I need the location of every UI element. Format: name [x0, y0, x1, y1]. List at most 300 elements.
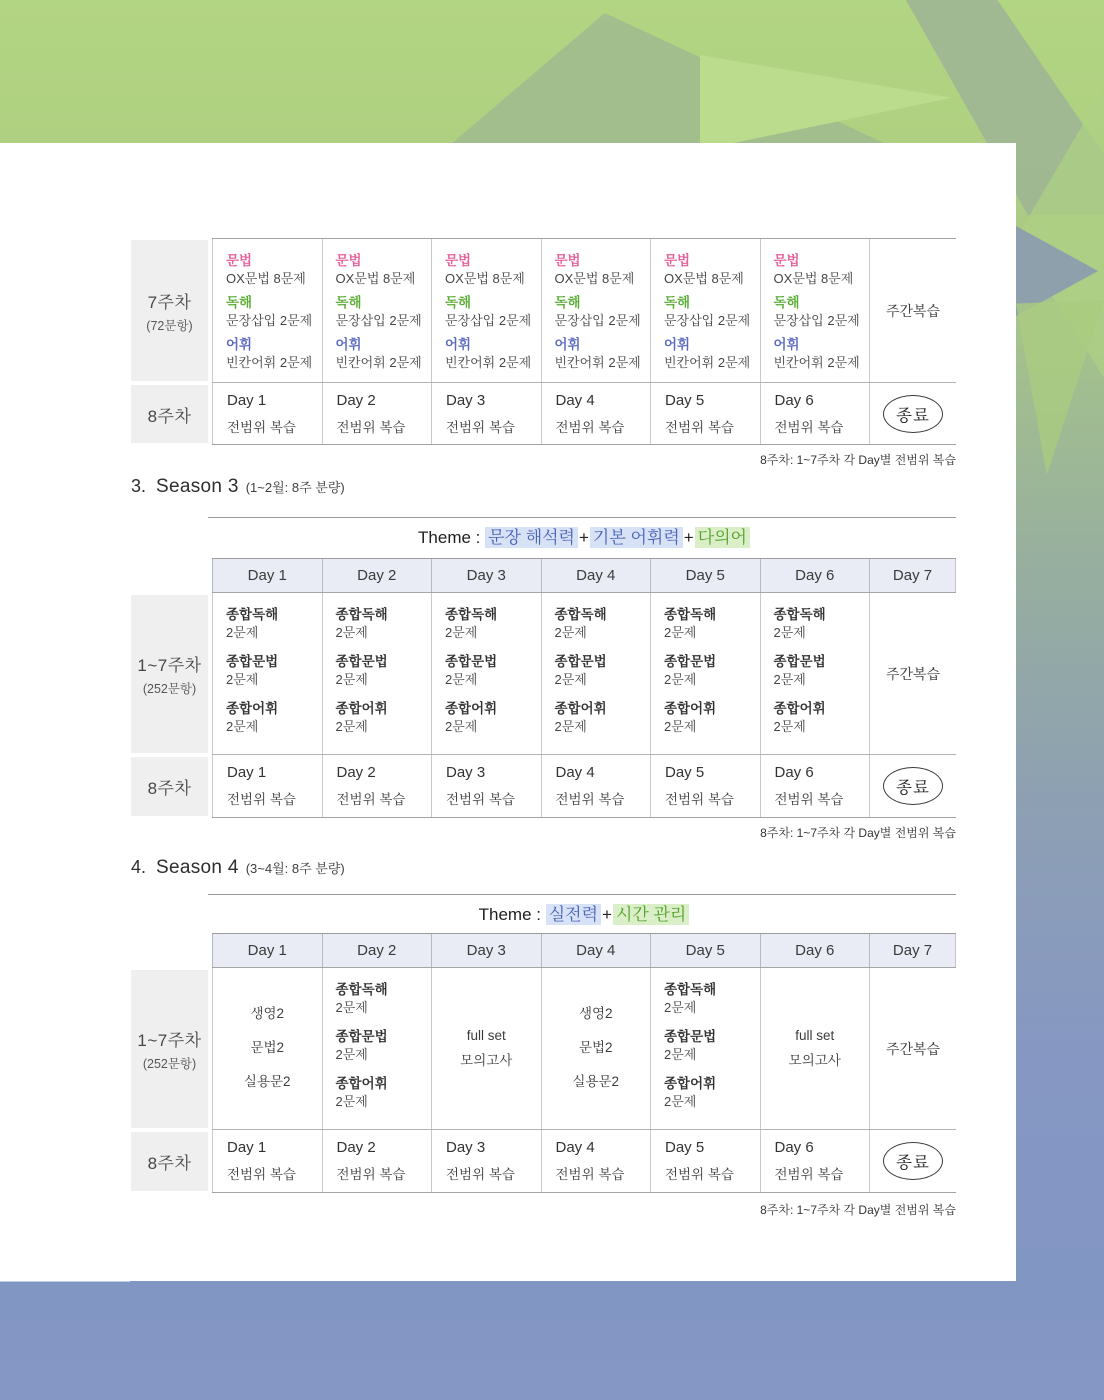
task-line: 모의고사: [460, 1052, 513, 1068]
task-amount: 2문제: [554, 671, 587, 687]
review-day-task: 전범위 복습: [227, 792, 296, 807]
end-badge: 종료: [883, 767, 943, 805]
task-category: 종합어휘: [335, 1075, 388, 1091]
triangle-decoration: [1016, 226, 1098, 316]
task-amount: 2문제: [226, 671, 259, 687]
review-day-number: Day 3: [446, 764, 486, 781]
task-group: [445, 700, 537, 735]
theme-plus: +: [602, 905, 612, 924]
theme-plus: +: [578, 528, 589, 547]
weekly-review-cell: [869, 239, 956, 382]
task-group: [555, 294, 647, 329]
task-category: 종합문법: [335, 653, 388, 669]
review-row: [131, 755, 956, 818]
day-cell: [212, 239, 322, 382]
task-category: 종합문법: [664, 1028, 717, 1044]
day-cell: [760, 593, 870, 754]
task-category: 문법: [445, 253, 472, 268]
task-amount: 2문제: [335, 671, 368, 687]
task-group: [555, 252, 647, 287]
day-cell: [541, 968, 651, 1129]
task-line: 문법2: [250, 1040, 285, 1056]
task-category: 종합독해: [226, 607, 279, 622]
task-category: 문법: [226, 253, 253, 268]
week-row: [131, 238, 956, 383]
task-category: 종합어휘: [664, 1075, 717, 1091]
task-category: 종합문법: [664, 653, 717, 669]
day-cell: [212, 593, 322, 754]
task-amount: 2문제: [773, 718, 806, 734]
review-day-cell: [431, 755, 541, 817]
theme-plus: +: [683, 528, 694, 547]
season3-schedule-table: [131, 558, 956, 818]
day-cell: [650, 239, 760, 382]
task-line: 생영2: [578, 1006, 613, 1022]
task-amount: OX문법 8문제: [226, 270, 306, 286]
season4-theme: [212, 900, 956, 925]
review-day-task: 전범위 복습: [446, 1167, 515, 1182]
task-group: [226, 700, 318, 735]
task-group: [664, 981, 756, 1016]
day-cell: [541, 593, 651, 754]
task-amount: 문장삽입 2문제: [664, 312, 751, 328]
season3-title: Season 3: [156, 476, 239, 497]
schedule-table-weeks-7-8: [131, 238, 956, 445]
task-amount: 2문제: [773, 624, 806, 640]
task-category: 어휘: [554, 336, 581, 352]
task-group: [445, 294, 537, 329]
task-category: 종합문법: [226, 653, 279, 669]
season3-number: 3.: [131, 476, 147, 496]
task-amount: 2문제: [664, 1093, 697, 1109]
task-group: [555, 336, 647, 371]
task-category: 종합독해: [335, 982, 388, 997]
task-group: [445, 336, 537, 371]
task-category: 종합어휘: [335, 700, 388, 716]
task-group: [555, 700, 647, 735]
week-cells: [212, 593, 956, 755]
task-group: [336, 700, 428, 735]
weekly-review-label: 주간복습: [885, 665, 941, 682]
day-header: Day 6: [760, 934, 870, 967]
task-category: 문법: [773, 253, 800, 268]
triangle-decoration: [1016, 88, 1104, 378]
task-group: [336, 1075, 428, 1110]
end-badge: 종료: [883, 395, 943, 433]
review-day-number: Day 4: [555, 1139, 595, 1156]
task-category: 종합어휘: [445, 700, 498, 716]
day-header: Day 3: [431, 559, 541, 592]
review-day-cell: [541, 383, 651, 444]
theme-keyword: 시간 관리: [613, 904, 689, 925]
day-cell: [322, 968, 432, 1129]
day-cell: [431, 593, 541, 754]
day-header: Day 2: [322, 934, 432, 967]
review-day-task: 전범위 복습: [555, 1167, 625, 1182]
review-day-number: Day 1: [227, 764, 267, 781]
task-amount: 문장삽입 2문제: [445, 312, 532, 328]
header-cells: [212, 558, 956, 593]
task-group: [226, 606, 318, 641]
review-day-task: 전범위 복습: [555, 792, 625, 807]
task-category: 종합문법: [773, 653, 826, 669]
task-amount: OX문법 8문제: [554, 270, 635, 286]
review-label: [131, 385, 208, 443]
weekly-review-cell: [869, 968, 956, 1129]
task-category: 종합독해: [335, 607, 388, 622]
task-category: 어휘: [226, 336, 253, 352]
week-row: [131, 593, 956, 755]
task-amount: 2문제: [664, 624, 697, 640]
task-group: [226, 294, 318, 329]
task-amount: 2문제: [554, 624, 587, 640]
task-category: 문법: [664, 253, 691, 268]
review-day-number: Day 6: [774, 764, 814, 781]
task-line: 생영2: [250, 1006, 285, 1022]
review-row: [131, 383, 956, 445]
week-label: [131, 970, 208, 1128]
task-amount: 2문제: [335, 1046, 368, 1062]
task-group: [664, 653, 756, 688]
review-day-task: 전범위 복습: [446, 792, 515, 807]
task-group: [774, 294, 866, 329]
review-day-cell: [212, 1130, 322, 1192]
review-day-task: 전범위 복습: [446, 419, 515, 435]
task-group: [664, 336, 756, 371]
review-day-cell: [212, 755, 322, 817]
review-label-text: 8주차: [147, 1154, 192, 1173]
task-group: [664, 606, 756, 641]
task-amount: 2문제: [664, 1046, 697, 1062]
day-header: Day 1: [212, 934, 322, 967]
task-group: [555, 606, 647, 641]
review-cells: [212, 755, 956, 818]
task-group: [664, 1075, 756, 1110]
task-group: [664, 252, 756, 287]
review-day-task: 전범위 복습: [227, 1167, 296, 1182]
review-day-cell: [760, 755, 870, 817]
theme-label: Theme :: [478, 905, 546, 924]
header-cells: [212, 933, 956, 968]
end-cell: [869, 383, 956, 444]
review-day-number: Day 1: [227, 391, 267, 409]
task-amount: 문장삽입 2문제: [226, 312, 313, 328]
task-group: [336, 294, 428, 329]
task-amount: 빈칸어휘 2문제: [664, 354, 751, 370]
task-group: [336, 1028, 428, 1063]
task-group: [226, 653, 318, 688]
review-label-text: 8주차: [147, 779, 192, 798]
day-header-row: [131, 933, 956, 968]
task-category: 독해: [226, 294, 253, 310]
task-group: [664, 294, 756, 329]
task-category: 독해: [773, 294, 800, 310]
task-category: 종합독해: [445, 607, 498, 622]
review-day-number: Day 6: [774, 1139, 814, 1156]
week-label-count: (72문항): [146, 318, 193, 333]
task-line: full set: [795, 1027, 835, 1043]
task-group: [774, 700, 866, 735]
theme-divider: [208, 517, 956, 518]
task-amount: 빈칸어휘 2문제: [445, 354, 532, 370]
task-amount: 2문제: [335, 624, 368, 640]
task-category: 어휘: [445, 336, 472, 352]
task-amount: 2문제: [335, 1093, 368, 1109]
task-group: [774, 606, 866, 641]
document-page: [0, 143, 1016, 1281]
review-day-cell: [541, 755, 651, 817]
review-day-number: Day 2: [336, 764, 376, 781]
theme-divider: [208, 894, 956, 895]
review-day-number: Day 5: [665, 1139, 705, 1156]
task-amount: 빈칸어휘 2문제: [226, 354, 313, 370]
task-category: 종합독해: [664, 607, 717, 622]
review-day-number: Day 4: [555, 391, 595, 409]
weekly-review-label: 주간복습: [885, 302, 941, 319]
theme-keyword: 문장 해석력: [485, 527, 578, 548]
task-category: 문법: [554, 253, 581, 268]
review-day-task: 전범위 복습: [774, 1167, 844, 1182]
review-row: [131, 1130, 956, 1193]
week-row: [131, 968, 956, 1130]
season4-note: (3~4월: 8주 분량): [245, 861, 345, 876]
day-cell: [650, 593, 760, 754]
task-category: 독해: [335, 294, 362, 310]
task-amount: 2문제: [664, 718, 697, 734]
review-label: [131, 757, 208, 816]
theme-label: Theme :: [418, 528, 486, 547]
review-day-task: 전범위 복습: [665, 792, 734, 807]
week-label-text: 1~7주차: [137, 1031, 202, 1050]
week-label: [131, 240, 208, 381]
task-group: [445, 606, 537, 641]
task-line: 실용문2: [572, 1073, 620, 1089]
footnote-table-top: 8주차: 1~7주차 각 Day별 전범위 복습: [760, 453, 956, 467]
triangle-decoration: [1016, 300, 1104, 475]
day-header: Day 6: [760, 559, 870, 592]
task-amount: 문장삽입 2문제: [554, 312, 641, 328]
task-amount: 문장삽입 2문제: [335, 312, 422, 328]
task-amount: 2문제: [335, 718, 368, 734]
task-amount: OX문법 8문제: [335, 270, 416, 286]
task-category: 종합어휘: [773, 700, 826, 716]
task-category: 독해: [445, 294, 472, 310]
task-group: [226, 252, 318, 287]
task-category: 종합독해: [554, 607, 607, 622]
task-group: [664, 1028, 756, 1063]
task-category: 종합문법: [335, 1028, 388, 1044]
task-category: 종합문법: [554, 653, 607, 669]
review-day-cell: [541, 1130, 651, 1192]
task-group: [445, 653, 537, 688]
day-cell: [431, 239, 541, 382]
end-badge: 종료: [883, 1142, 943, 1180]
task-group: [445, 252, 537, 287]
review-day-cell: [650, 755, 760, 817]
task-amount: 빈칸어휘 2문제: [773, 354, 860, 370]
season4-title: Season 4: [156, 857, 239, 878]
task-category: 종합어휘: [664, 700, 717, 716]
task-category: 종합어휘: [554, 700, 607, 716]
review-day-cell: [322, 383, 432, 444]
review-day-number: Day 5: [665, 391, 705, 409]
review-day-cell: [322, 755, 432, 817]
task-category: 종합문법: [445, 653, 498, 669]
review-day-cell: [322, 1130, 432, 1192]
task-group: [774, 252, 866, 287]
task-category: 독해: [664, 294, 691, 310]
week-cells: [212, 238, 956, 383]
header-spacer: [131, 558, 212, 593]
review-day-number: Day 4: [555, 764, 595, 781]
day-cell: [760, 968, 870, 1129]
task-category: 종합독해: [664, 982, 717, 997]
header-spacer: [131, 933, 212, 968]
footnote-season4: 8주차: 1~7주차 각 Day별 전범위 복습: [760, 1203, 956, 1217]
task-amount: 2문제: [445, 624, 478, 640]
day-header: Day 2: [322, 559, 432, 592]
review-day-cell: [212, 383, 322, 444]
day-cell: [212, 968, 322, 1129]
task-amount: 2문제: [554, 718, 587, 734]
theme-keyword: 기본 어휘력: [590, 527, 683, 548]
theme-keyword: 다의어: [695, 527, 750, 548]
task-category: 종합어휘: [226, 700, 279, 716]
review-day-number: Day 3: [446, 1139, 486, 1156]
review-day-task: 전범위 복습: [227, 419, 296, 435]
day-header: Day 7: [869, 934, 956, 967]
task-group: [664, 700, 756, 735]
review-label-text: 8주차: [147, 406, 192, 426]
review-day-number: Day 1: [227, 1139, 267, 1156]
day-cell: [760, 239, 870, 382]
review-day-task: 전범위 복습: [774, 792, 844, 807]
task-line: 실용문2: [243, 1073, 291, 1089]
review-day-task: 전범위 복습: [665, 419, 734, 435]
task-category: 종합독해: [773, 607, 826, 622]
review-day-cell: [431, 383, 541, 444]
task-amount: OX문법 8문제: [773, 270, 854, 286]
end-cell: [869, 755, 956, 817]
task-group: [774, 653, 866, 688]
task-amount: OX문법 8문제: [664, 270, 744, 286]
season3-heading: [131, 476, 345, 498]
task-group: [555, 653, 647, 688]
review-cells: [212, 383, 956, 445]
triangle-decoration: [700, 55, 952, 150]
weekly-review-label: 주간복습: [885, 1040, 941, 1057]
review-day-number: Day 2: [336, 1139, 376, 1156]
task-amount: 2문제: [773, 671, 806, 687]
theme-keyword: 실전력: [546, 904, 601, 925]
review-day-cell: [760, 1130, 870, 1192]
season4-number: 4.: [131, 857, 147, 877]
task-category: 독해: [554, 294, 581, 310]
review-day-task: 전범위 복습: [336, 792, 406, 807]
review-day-cell: [650, 383, 760, 444]
task-category: 어휘: [664, 336, 691, 352]
weekly-review-cell: [869, 593, 956, 754]
review-day-cell: [650, 1130, 760, 1192]
task-line: 문법2: [578, 1040, 613, 1056]
review-day-number: Day 2: [336, 391, 376, 409]
day-header-row: [131, 558, 956, 593]
week-label-text: 1~7주차: [137, 656, 202, 675]
task-amount: 2문제: [664, 999, 697, 1015]
review-label: [131, 1132, 208, 1191]
task-category: 어휘: [773, 336, 800, 352]
week-cells: [212, 968, 956, 1130]
review-day-number: Day 3: [446, 391, 486, 409]
day-header: Day 5: [650, 559, 760, 592]
day-header: Day 3: [431, 934, 541, 967]
task-group: [336, 981, 428, 1016]
day-cell: [541, 239, 651, 382]
review-day-number: Day 5: [665, 764, 705, 781]
task-group: [336, 336, 428, 371]
review-day-task: 전범위 복습: [774, 419, 844, 435]
task-group: [336, 653, 428, 688]
review-day-task: 전범위 복습: [336, 419, 406, 435]
day-cell: [650, 968, 760, 1129]
review-cells: [212, 1130, 956, 1193]
week-label-count: (252문항): [142, 682, 197, 696]
task-line: 모의고사: [788, 1052, 841, 1068]
task-amount: 2문제: [226, 624, 259, 640]
week-label: [131, 595, 208, 753]
day-cell: [322, 239, 432, 382]
task-group: [336, 252, 428, 287]
day-header: Day 7: [869, 559, 956, 592]
task-group: [336, 606, 428, 641]
task-amount: 빈칸어휘 2문제: [554, 354, 641, 370]
task-amount: 빈칸어휘 2문제: [335, 354, 422, 370]
day-header: Day 5: [650, 934, 760, 967]
task-amount: OX문법 8문제: [445, 270, 525, 286]
season3-theme: [212, 523, 956, 548]
triangle-decoration: [430, 0, 890, 162]
task-amount: 2문제: [445, 718, 478, 734]
season4-schedule-table: [131, 933, 956, 1193]
day-cell: [322, 593, 432, 754]
review-day-number: Day 6: [774, 391, 814, 409]
end-cell: [869, 1130, 956, 1192]
season4-heading: [131, 857, 345, 879]
review-day-task: 전범위 복습: [555, 419, 625, 435]
footnote-season3: 8주차: 1~7주차 각 Day별 전범위 복습: [760, 826, 956, 840]
review-day-task: 전범위 복습: [665, 1167, 734, 1182]
review-day-cell: [760, 383, 870, 444]
day-header: Day 1: [212, 559, 322, 592]
task-amount: 2문제: [335, 999, 368, 1015]
task-amount: 문장삽입 2문제: [773, 312, 860, 328]
task-amount: 2문제: [445, 671, 478, 687]
task-category: 어휘: [335, 336, 362, 352]
review-day-task: 전범위 복습: [336, 1167, 406, 1182]
day-header: Day 4: [541, 559, 651, 592]
task-line: full set: [466, 1027, 506, 1043]
review-day-cell: [431, 1130, 541, 1192]
day-header: Day 4: [541, 934, 651, 967]
task-group: [774, 336, 866, 371]
task-category: 문법: [335, 253, 362, 268]
week-label-count: (252문항): [142, 1057, 197, 1071]
task-amount: 2문제: [664, 671, 697, 687]
task-amount: 2문제: [226, 718, 259, 734]
week-label-text: 7주차: [147, 292, 192, 312]
task-group: [226, 336, 318, 371]
day-cell: [431, 968, 541, 1129]
